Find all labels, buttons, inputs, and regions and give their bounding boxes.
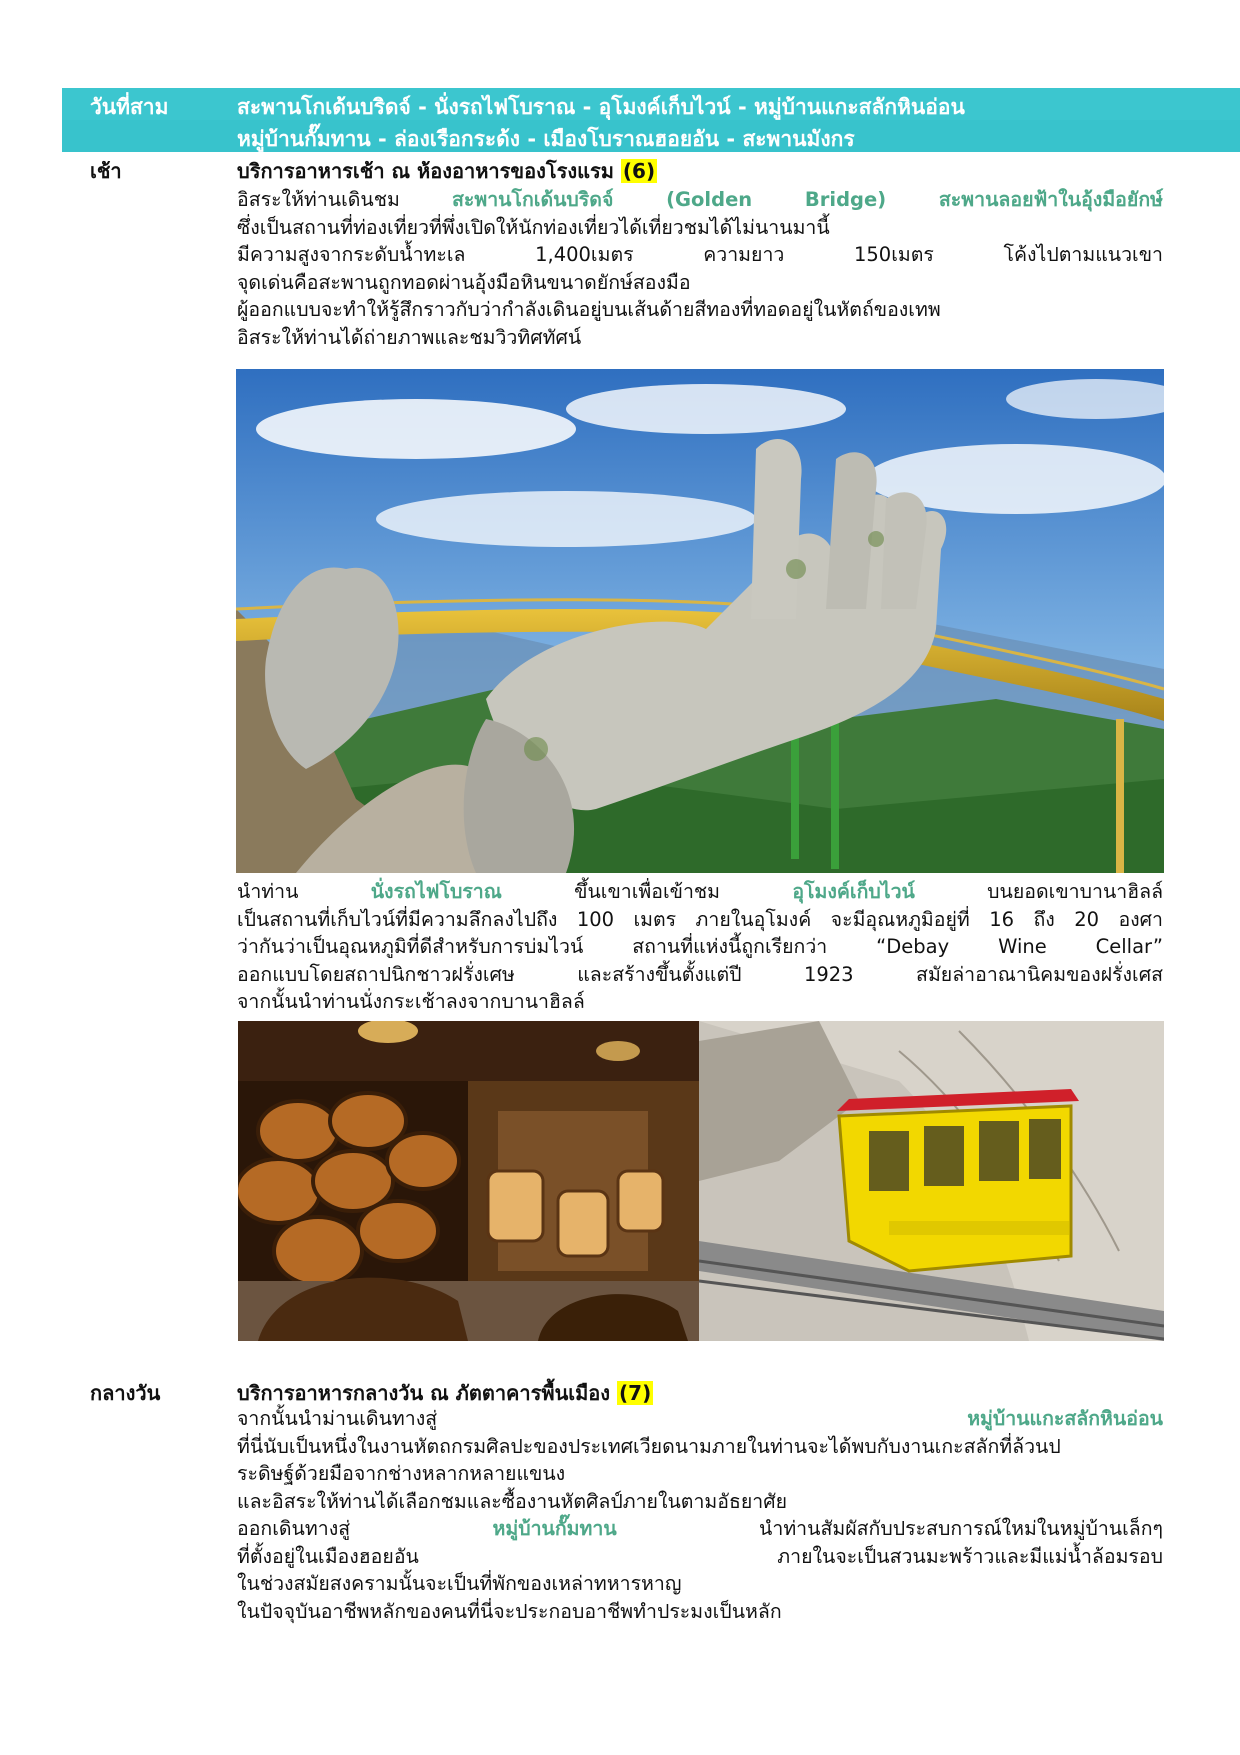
- p1-line: ผู้ออกแบบจะทำให้รู้สึกราวกับว่ากำลังเดินอยู่บนเส้นด้ายสีทองที่ทอดอยู่ในหัตถ์ของเทพ: [237, 298, 941, 321]
- morning-label: เช้า: [90, 159, 122, 183]
- p4-line: ในปัจจุบันอาชีพหลักของคนที่นี่จะประกอบอาชีพทำประมงเป็นหลัก: [237, 1599, 782, 1623]
- p4-prefix: ออกเดินทางสู่: [237, 1517, 351, 1540]
- lunch-text: บริการอาหารกลางวัน ณ ภัตตาคารพื้นเมือง: [237, 1381, 611, 1405]
- p3-prefix: จากนั้นนำม่านเดินทางสู่: [237, 1407, 438, 1430]
- p2-line: ออกแบบโดยสถาปนิกชาวฝรั่งเศษ และสร้างขึ้นตั้งแต่ปี 1923 สมัยล่าอาณานิคมของฝรั่งเศส: [237, 962, 1163, 986]
- p1-line: จุดเด่นคือสะพานถูกทอดผ่านอุ้งมือหินขนาดยักษ์สองมือ: [237, 270, 691, 294]
- p1-prefix: อิสระให้ท่านเดินชม: [237, 188, 400, 211]
- golden-bridge-photo: [236, 369, 1164, 873]
- marble-village-highlight: หมู่บ้านแกะสลักหินอ่อน: [967, 1407, 1163, 1430]
- p3-line: ที่นี่นับเป็นหนึ่งในงานหัตถกรมศิลปะของประเทศเวียดนามภายในท่านจะได้พบกับงานเกะสลักที่ล้วนป: [237, 1434, 1061, 1458]
- marble-village-paragraph: [237, 1405, 1163, 1625]
- route-line-2: หมู่บ้านกั๊มทาน - ล่องเรือกระด้ง - เมืองโบราณฮอยอัน - สะพานมังกร: [237, 127, 855, 151]
- p2-line: เป็นสถานที่เก็บไวน์ที่มีความลึกลงไปถึง 100 เมตร ภายในอุโมงค์ จะมีอุณหภูมิอยู่ที่ 16 ถึง 20 องศา: [237, 907, 1163, 931]
- noon-label: กลางวัน: [90, 1381, 161, 1405]
- p4-line: ที่ตั้งอยู่ในเมืองฮอยอัน ภายในจะเป็นสวนมะพร้าวและมีแม่น้ำล้อมรอบ: [237, 1544, 1163, 1568]
- p1-line: ซึ่งเป็นสถานที่ท่องเที่ยวที่พึ่งเปิดให้นักท่องเที่ยวได้เที่ยวชมได้ไม่นานมานี้: [237, 215, 830, 239]
- day-header-bar-2: [62, 120, 1240, 152]
- p4-suffix: นำท่านสัมผัสกับประสบการณ์ใหม่ในหมู่บ้านเล็กๆ: [759, 1517, 1163, 1540]
- golden-bridge-paragraph: [237, 186, 1163, 351]
- p3-line: ระดิษฐ์ด้วยมือจากช่างหลากหลายแขนง: [237, 1462, 566, 1485]
- day-header-bar: [62, 88, 1240, 120]
- p2-line: จากนั้นนำท่านนั่งกระเช้าลงจากบานาฮิลล์: [237, 990, 585, 1013]
- route-line-1: สะพานโกเด้นบริดจ์ - นั่งรถไฟโบราณ - อุโมงค์เก็บไวน์ - หมู่บ้านแกะสลักหินอ่อน: [237, 95, 965, 119]
- p2-prefix: นำท่าน: [237, 880, 299, 903]
- p2-line: ว่ากันว่าเป็นอุณหภูมิที่ดีสำหรับการบ่มไวน์ สถานที่แห่งนี้ถูกเรียกว่า “Debay Wine Cellar”: [237, 935, 1163, 958]
- golden-bridge-highlight: สะพานโกเด้นบริดจ์ (Golden Bridge) สะพานลอยฟ้าในอุ้งมือยักษ์: [451, 188, 1163, 211]
- cam-thanh-village-highlight: หมู่บ้านกั๊มทาน: [492, 1517, 617, 1540]
- wine-cellar-highlight: อุโมงค์เก็บไวน์: [792, 880, 915, 903]
- p1-line: มีความสูงจากระดับน้ำทะเล 1,400เมตร ความยาว 150เมตร โค้งไปตามแนวเขา: [237, 243, 1163, 266]
- funicular-train-photo: [699, 1021, 1164, 1341]
- old-train-highlight: นั่งรถไฟโบราณ: [370, 880, 502, 903]
- p1-line: อิสระให้ท่านได้ถ่ายภาพและชมวิวทิศทัศน์: [237, 325, 582, 349]
- p2-mid: ขึ้นเขาเพื่อเข้าชม: [574, 880, 721, 903]
- p3-line: และอิสระให้ท่านได้เลือกชมและซื้องานหัตศิลป์ภายในตามอัธยาศัย: [237, 1489, 788, 1513]
- p2-suffix: บนยอดเขาบานาฮิลล์: [987, 880, 1164, 903]
- p4-line: ในช่วงสมัยสงครามนั้นจะเป็นที่พักของเหล่าทหารหาญ: [237, 1572, 682, 1595]
- breakfast-text: บริการอาหารเช้า ณ ห้องอาหารของโรงแรม: [237, 159, 614, 183]
- lunch-number: (7): [619, 1381, 652, 1405]
- wine-cellar-photo: [238, 1021, 699, 1341]
- day-label: วันที่สาม: [90, 95, 169, 119]
- breakfast-number: (6): [622, 159, 656, 183]
- wine-cellar-paragraph: [237, 878, 1163, 1016]
- breakfast-heading: [237, 155, 657, 187]
